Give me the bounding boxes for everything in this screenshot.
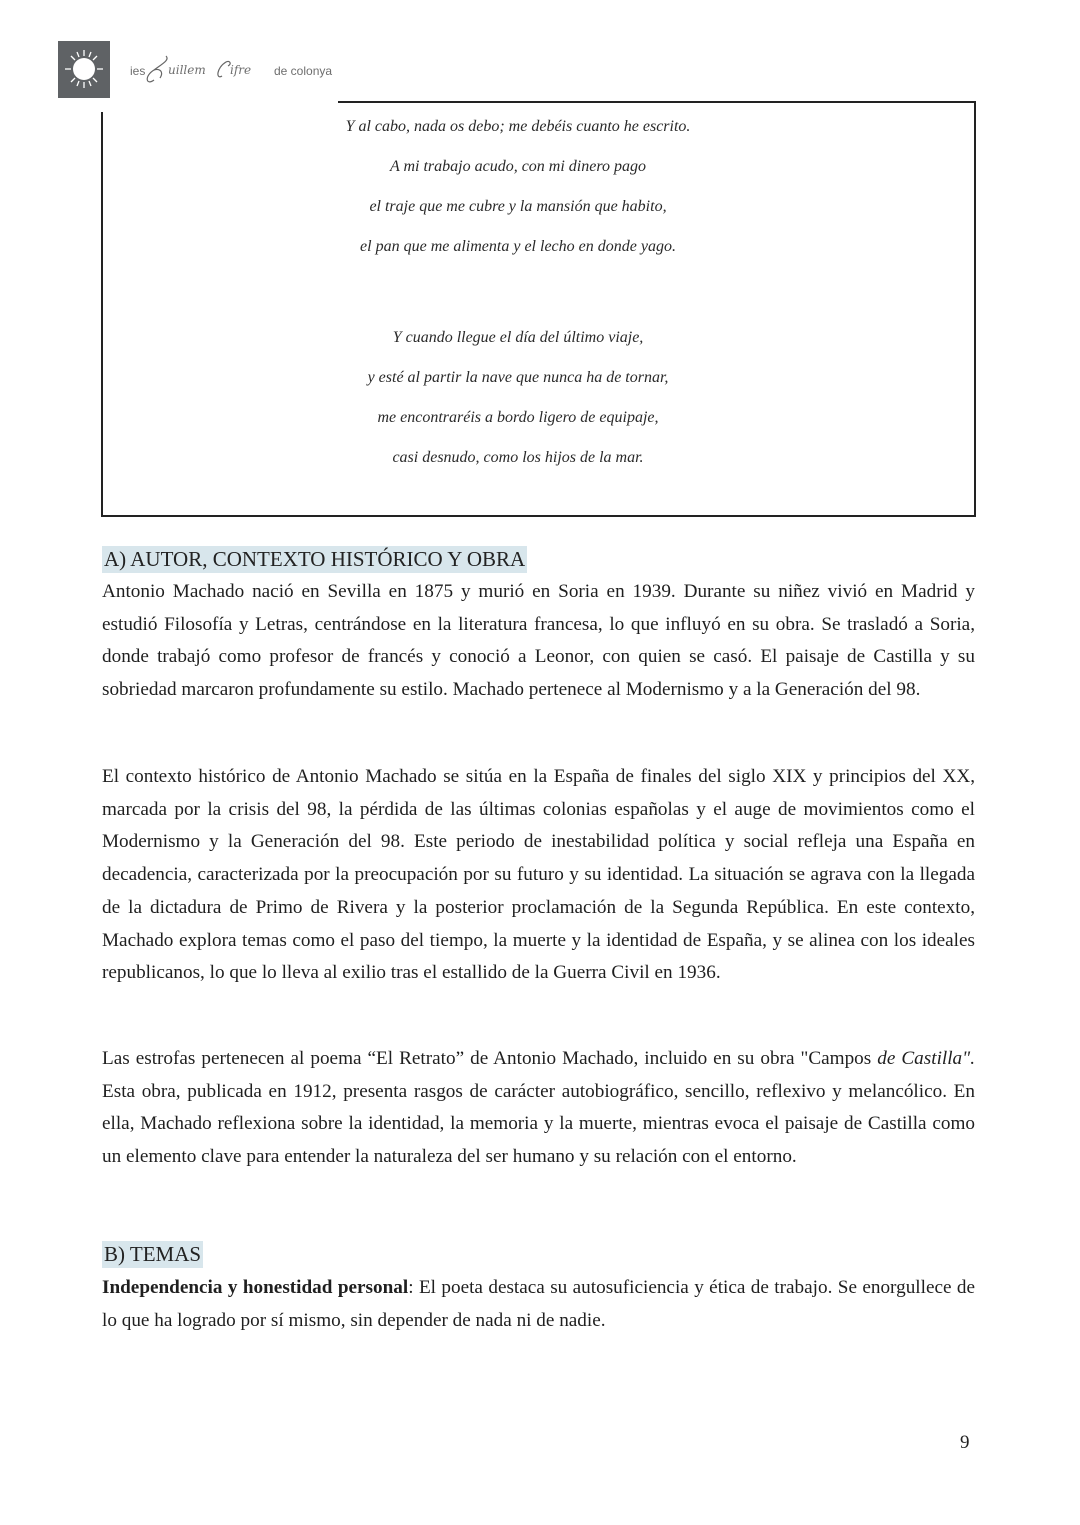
brand-prefix: ies — [130, 64, 146, 78]
verse: casi desnudo, como los hijos de la mar. — [392, 449, 644, 466]
svg-text:uillem: uillem — [168, 63, 206, 77]
section-a-paragraph-1: Antonio Machado nació en Sevilla en 1875 y murió en Soria en 1939. Durante su niñez vivió en Madrid y estudió Filosofía y Letras, centrándose en la literatura francesa, lo que influyó en su obra. Se trasladó a Soria, donde trabajó como profesor de francés y conoció a Leonor, con quien se casó. El paisaje de Castilla y su sobriedad marcaron profundamente su estilo. Machado pertenece al Modernismo y a la Generación del 98. — [102, 581, 975, 701]
paragraph-text: Las estrofas pertenecen al poema “El Retrato” de Antonio Machado, incluido en su obra "Campos — [102, 1048, 878, 1069]
theme-1-text: : El poeta destaca su autosuficiencia y ética de trabajo. Se enorgullece de lo que ha logrado por sí mismo, sin depender de nada ni de nadie. — [102, 1277, 976, 1331]
theme-1-label: Independencia y honestidad personal — [102, 1277, 409, 1298]
page-header — [58, 41, 458, 99]
section-a-title: A) AUTOR, CONTEXTO HISTÓRICO Y OBRA — [104, 547, 526, 571]
theme-1 — [102, 1272, 975, 1337]
svg-text:ifre: ifre — [230, 63, 252, 77]
verse: y esté al partir la nave que nunca ha de tornar, — [367, 369, 669, 386]
verse: A mi trabajo acudo, con mi dinero pago — [390, 158, 646, 175]
brand-suffix: de colonya — [274, 64, 333, 78]
paragraph-text: Esta obra, publicada en 1912, presenta rasgos de carácter autobiográfico, sencillo, reflexivo y melancólico. En ella, Machado reflexiona sobre la identidad, la memoria y la muerte, mientras evoca el paisaje de Castilla como un elemento clave para entender la naturaleza del ser humano y su relación con el entorno. — [102, 1080, 975, 1168]
school-logo — [58, 41, 110, 98]
brand-signature — [130, 50, 280, 90]
work-title-italic: de Castilla". — [877, 1048, 976, 1069]
verse: me encontraréis a bordo ligero de equipaje, — [377, 409, 659, 426]
school-brand — [130, 50, 460, 90]
verse: Y cuando llegue el día del último viaje, — [392, 329, 644, 346]
section-a-paragraph-2: El contexto histórico de Antonio Machado se sitúa en la España de finales del siglo XIX y principios del XX, marcada por la crisis del 98, la pérdida de las últimas colonias españolas y el auge de movimientos como el Modernismo y la Generación del 98. Este periodo de inestabilidad política y social refleja una España en decadencia, caracterizada por la preocupación por su futuro y su identidad. La situación se agrava con la llegada de la dictadura de Primo de Rivera y la posterior proclamación de la Segunda República. En este contexto, Machado explora temas como el paso del tiempo, la muerte y la identidad de España, y se alinea con los ideales republicanos, lo que lo lleva al exilio tras el estallido de la Guerra Civil en 1936. — [102, 766, 975, 984]
section-b-title: B) TEMAS — [104, 1242, 202, 1266]
verse: Y al cabo, nada os debo; me debéis cuanto he escrito. — [345, 118, 691, 135]
sunburst-icon — [58, 41, 110, 98]
poem-box — [101, 101, 976, 517]
verse: el traje que me cubre y la mansión que habito, — [369, 198, 667, 215]
page-number: 9 — [960, 1432, 970, 1453]
section-a-paragraph-3 — [102, 1043, 975, 1174]
verse: el pan que me alimenta y el lecho en donde yago. — [360, 238, 676, 255]
